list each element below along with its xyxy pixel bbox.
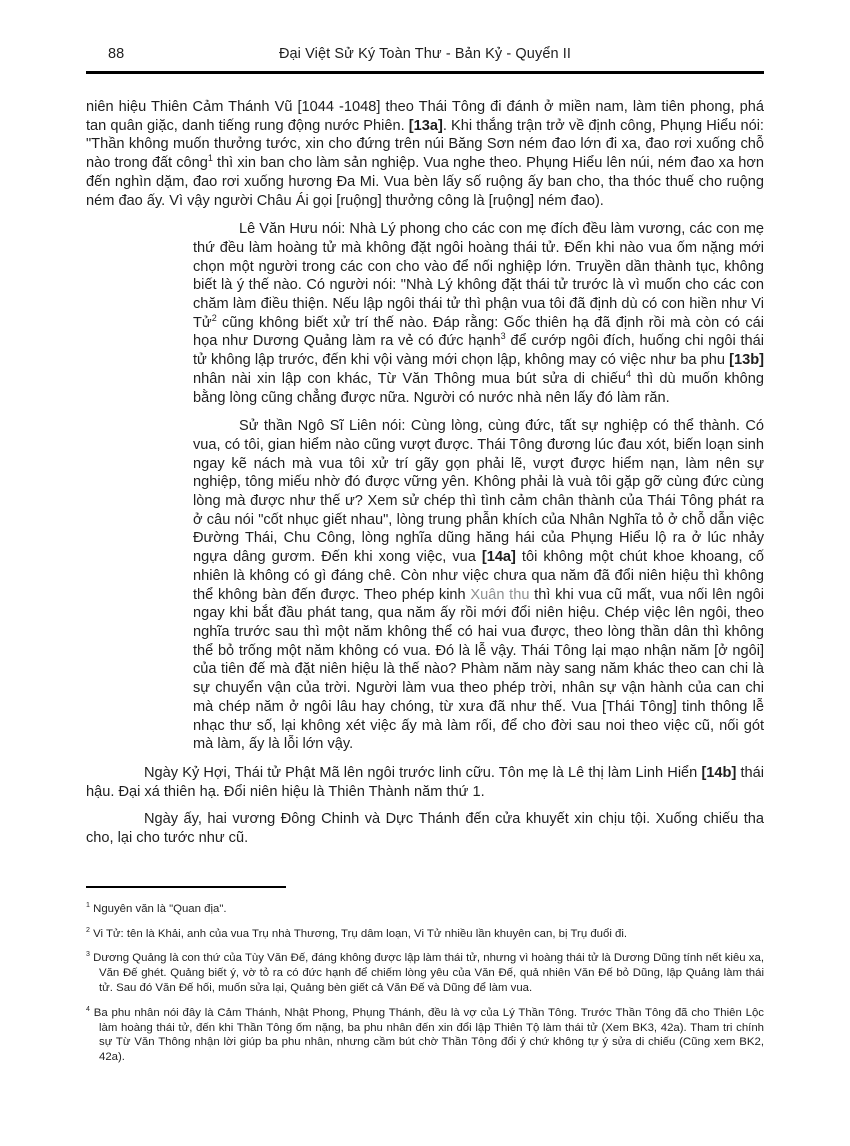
text-segment: . Khi thắng trận trở về định công, Phụng Hiểu nói: "Thần không muốn thưởng tước, xin cho đứng trên núi Băng Sơn ném đao lớn đi xa, đao rơi xuống chỗ nào trong đất công — [86, 117, 764, 172]
paragraph-phung-hieu — [86, 98, 764, 210]
text-segment: thì xin ban cho làm sản nghiệp. Vua nghe theo. Phụng Hiểu lên núi, ném đao xa hơn đến nghìn dặm, đao rơi xuống hương Đa Mi. Vua bèn lấy số ruộng ấy ban cho, tha thóc thuế cho ruộng ném đao ấy. Vì vậy người Châu Ái gọi [ruộng] thưởng công là [ruộng] ném đao). — [86, 155, 764, 209]
text-segment: nhân nài xin lập con khác, Từ Văn Thông mua bút sửa di chiếu — [193, 370, 626, 387]
footnote-4 — [86, 1006, 764, 1065]
text-segment: Ngày Kỷ Hợi, Thái tử Phật Mã lên ngôi trước linh cữu. Tôn mẹ là Lê thị làm Linh Hiển — [144, 764, 702, 781]
footnote-2 — [86, 927, 764, 942]
text-segment: tôi không một chút khoe khoang, cố nhiên là không có gì đáng chê. Còn như việc chưa qua năm đã đổi niên hiệu thì không thể không bàn đến được. Theo phép kinh — [193, 549, 764, 603]
bold-text-segment: [13a] — [408, 117, 443, 134]
footnote-ref: 4 — [625, 368, 631, 379]
footnote-divider-rule — [86, 886, 286, 888]
footnote-ref: 1 — [207, 153, 213, 164]
document-page — [0, 46, 850, 1065]
body-text — [86, 98, 764, 848]
paragraph-accession — [86, 764, 764, 801]
bold-text-segment: [14a] — [481, 549, 516, 566]
text-segment: Dương Quảng là con thứ của Tùy Văn Đế, đáng không được lập làm thái tử, nhưng vì hoàng thái tử là Dương Dũng tính nết kiêu xa, Văn Đế ghét. Quảng biết ý, vờ tỏ ra có đức hạnh để chiếm lòng yêu của Văn Đế, quả nhiên Văn Đế bỏ Dũng, lập Quảng làm thái tử. Sau đó Văn Đế hối, muốn sửa lại, Quảng bèn giết cả Văn Đế và Dũng để làm vua. — [89, 952, 764, 994]
quote-ngo-si-lien — [193, 417, 764, 754]
text-segment: cũng không biết xử trí thế nào. Đáp rằng: Gốc thiên hạ đã định rồi mà còn có cái họa như Dương Quảng làm ra vẻ có đức hạnh — [193, 314, 764, 350]
paragraph-pardon — [86, 810, 764, 847]
text-segment: Sử thần Ngô Sĩ Liên nói: Cùng lòng, cùng đức, tất sự nghiệp có thể thành. Có vua, có tôi, gian hiểm nào cũng vượt được. Thái Tông đương lúc đau xót, biến loạn sinh ngay kẽ nách mà vua tôi xử trí gãy gọn phải lẽ, vượt được hiểm nạn, làm nên sự nghiệp, tông miếu nhờ đó được vững yên. Không phải là vuà tôi gặp gỡ cùng đức cùng lòng mà được như thế ư? Xem sử chép thì tình cảm chân thành của Thái Tông phát ra ở câu nói "cốt nhục giết nhau", lòng trung phẫn khích của Nhân Nghĩa tỏ ở chỗ dẫn việc Đường Thái, Chu Công, lòng nghĩa dũng hăng hái của Phụng Hiểu lộ ra ở lúc nhảy ngựa dâng gươm. Đến khi xong việc, vua — [193, 418, 764, 566]
footnote-ref: 3 — [500, 331, 506, 342]
footnote-ref: 2 — [211, 312, 217, 323]
text-segment: thì khi vua cũ mất, vua nối lên ngôi ngay khi bắt đầu phát tang, qua năm ấy rồi mới đổi niên hiệu. Chép việc lên ngôi, theo nghĩa trước sau thì một năm không thể có hai vua được, theo lòng thần dân thì không thể bỏ trống một năm không có vua. Đó là lễ vậy. Thái Tông lại mạo nhận năm [ở ngôi] của tiên đế mà đặt niên hiệu là thế nào? Phàm năm này sang năm khác theo can chi là sự chuyển vận của trời. Người làm vua theo phép trời, nhân sự vận hành của can chi mà chép năm ở ngôi lâu hay chóng, từ xưa đã như thế. Vua [Thái Tông] tinh thông lễ nhạc thư số, lại không xét việc ấy mà làm rối, để cho đời sau noi theo việc cũ, nối gót mà làm, ấy là lỗi lớn vậy. — [193, 586, 764, 753]
text-segment: Ba phu nhân nói đây là Cảm Thánh, Nhật Phong, Phụng Thánh, đều là vợ của Lý Thần Tông. Trước Thần Tông đã cho Thiên Lộc làm hoàng thái tử, đến khi Thần Tông ốm nặng, ba phu nhân đến xin đổi lập Thiên Tộ làm thái tử (Xem BK3, 42a). Tham tri chính sự Từ Văn Thông nhận lời giúp ba phu nhân, nhưng cầm bút chờ Thần Tông đổi ý chứ không tự ý sửa di chiếu (Cũng xem BK2, 42a). — [89, 1006, 764, 1064]
footnote-ref: 4 — [86, 1005, 90, 1013]
bold-text-segment: [14b] — [701, 764, 737, 781]
text-segment: Lê Văn Hưu nói: Nhà Lý phong cho các con mẹ đích đều làm vương, các con mẹ thứ đều làm hoàng tử mà không đặt ngôi hoàng thái tử. Đến khi nào vua ốm nặng mới chọn một người trong các con cho vào để nối nghiệp lớn. Truyền dần thành tục, không biết là ý thế nào. Có người nói: "Nhà Lý không đặt thái tử trước là vì muốn cho các con chăm làm điều thiện. Nếu lập ngôi thái tử thì phận vua tôi đã định dù có con hiền như Vi Tử — [193, 221, 764, 331]
footnote-ref: 2 — [86, 926, 90, 934]
footnote-ref: 1 — [86, 901, 90, 909]
footnote-ref: 3 — [86, 951, 90, 959]
text-segment: thì dù muốn không bằng lòng cũng chẳng được nữa. Người có nước nhà nên lấy đó làm răn. — [193, 370, 764, 406]
document-title: Đại Việt Sử Ký Toàn Thư - Bản Kỷ - Quyển II — [278, 46, 572, 62]
text-segment: Nguyên văn là "Quan địa". — [89, 902, 227, 915]
bold-text-segment: [13b] — [729, 352, 764, 369]
gray-text-segment: Xuân thu — [470, 586, 530, 603]
footnote-3 — [86, 951, 764, 995]
quote-le-van-huu — [193, 220, 764, 407]
page-header — [86, 46, 764, 66]
page-number: 88 — [108, 46, 125, 62]
footnote-1 — [86, 902, 764, 917]
text-segment: Ngày ấy, hai vương Đông Chinh và Dực Thánh đến cửa khuyết xin chịu tội. Xuống chiếu tha cho, lại cho tước như cũ. — [86, 811, 764, 847]
header-rule — [86, 71, 764, 74]
text-segment: để cướp ngôi đích, huống chi ngôi thái tử không lập trước, đến khi vội vàng mới chọn lập, không may có việc như ba phu — [193, 333, 764, 369]
text-segment: Vi Tử: tên là Khải, anh của vua Trụ nhà Thương, Trụ dâm loạn, Vi Tử nhiều lần khuyên can, bị Trụ đuổi đi. — [89, 927, 628, 940]
text-segment: niên hiệu Thiên Cảm Thánh Vũ [1044 -1048] theo Thái Tông đi đánh ở miền nam, làm tiên phong, phá tan quân giặc, danh tiếng rung động nước Phiên. — [86, 99, 764, 134]
text-segment: thái hậu. Đại xá thiên hạ. Đổi niên hiệu là Thiên Thành năm thứ 1. — [86, 764, 764, 800]
footnotes-section — [86, 902, 764, 1065]
